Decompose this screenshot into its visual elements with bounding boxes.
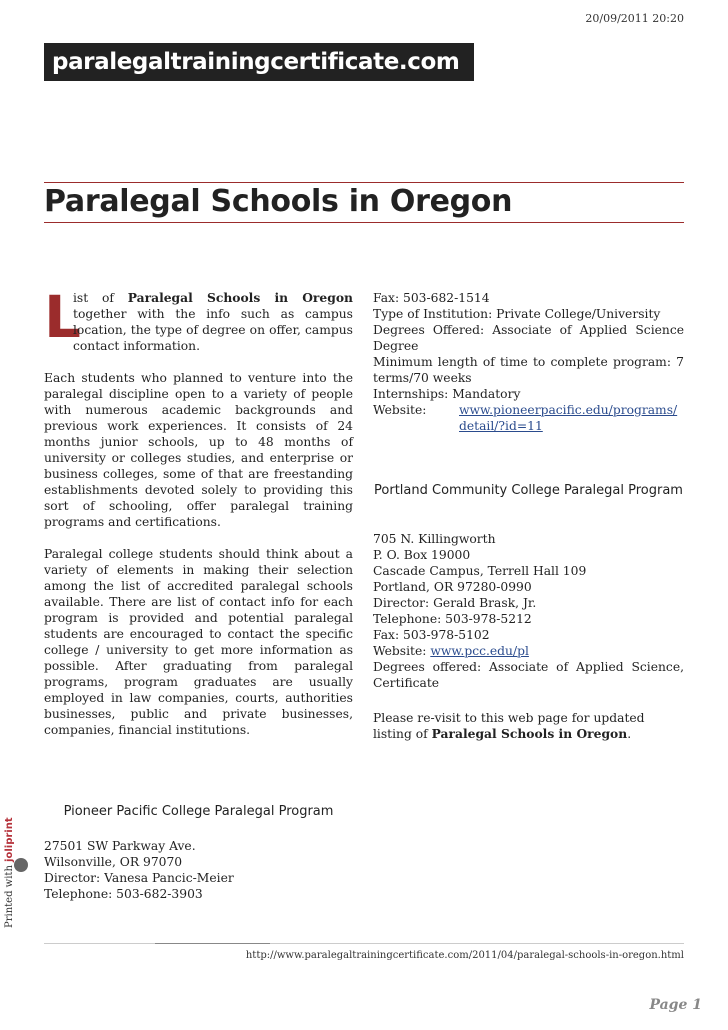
pioneer-details-block [373,290,684,434]
joliprint-brand[interactable]: joliprint [4,817,15,862]
pcc-city: Portland, OR 97280-0990 [373,580,532,594]
pcc-address: 705 N. Killingworth [373,532,496,546]
pioneer-address: 27501 SW Parkway Ave. [44,839,196,853]
footer-rule-accent [155,943,270,944]
closing-text-start: Please re-visit to this web page for updated listing of [373,711,645,741]
pioneer-min-length: Minimum length of time to complete program: 7 terms/70 weeks [373,355,684,385]
pcc-program-heading: Portland Community College Paralegal Program [374,483,683,498]
pcc-website-link[interactable]: www.pcc.edu/pl [430,644,529,658]
closing-note [373,710,684,742]
pioneer-institution-type: Type of Institution: Private College/University [373,307,661,321]
pioneer-internships: Internships: Mandatory [373,387,521,401]
printed-with-label: Printed with [4,861,15,928]
title-rule-top [44,182,684,183]
page-number: Page 1 [649,997,702,1013]
pioneer-degrees: Degrees Offered: Associate of Applied Science Degree [373,323,684,353]
pioneer-telephone: Telephone: 503-682-3903 [44,887,203,901]
pcc-website-line [373,643,684,659]
pcc-website-label: Website: [373,644,427,658]
pcc-telephone: Telephone: 503-978-5212 [373,612,532,626]
joliprint-logo-icon [14,858,28,872]
drop-cap: L [44,283,81,351]
footer-rule [44,943,684,944]
pcc-contact-block [373,531,684,691]
pcc-po-box: P. O. Box 19000 [373,548,471,562]
page-title: Paralegal Schools in Oregon [44,184,513,219]
body-paragraph-1: Each students who planned to venture into the paralegal discipline open to a variety of people with numerous academic backgrounds and previous work experiences. It consists of 24 months junior schools, up to 48 months of university or colleges studies, and enterprise or business colleges, some of that are freestanding establishments devoted solely to providing this sort of schooling, offer paralegal training programs and certifications. [44,371,353,529]
intro-text-start: ist of [73,291,128,305]
pcc-fax: Fax: 503-978-5102 [373,628,490,642]
intro-bold-topic: Paralegal Schools in Oregon [127,290,353,305]
body-paragraph-2: Paralegal college students should think about a variety of elements in making their selection among the list of accredited paralegal schools available. There are list of contact info for each program is provided and potential paralegal students are encouraged to contact the specific college / university to get more information as possible. After graduating from paralegal programs, program graduates are usually employed in law companies, courts, authorities businesses, public and private businesses, companies, financial institutions. [44,547,353,737]
closing-text-end: . [627,727,632,741]
pcc-campus: Cascade Campus, Terrell Hall 109 [373,564,587,578]
pcc-degrees: Degrees offered: Associate of Applied Science, Certificate [373,660,684,690]
pioneer-website-line [373,402,684,434]
intro-paragraph [73,290,353,354]
print-timestamp: 20/09/2011 20:20 [585,12,684,25]
title-rule-bottom [44,222,684,223]
footer-source-url[interactable]: http://www.paralegaltrainingcertificate.com/2011/04/paralegal-schools-in-oregon.html [245,950,684,961]
pioneer-website-label: Website: [373,403,427,417]
pioneer-website-link[interactable]: www.pioneerpacific.edu/programs/detail/?id=11 [459,403,678,433]
printed-with-credit [4,817,15,928]
pioneer-city: Wilsonville, OR 97070 [44,855,183,869]
pioneer-program-heading: Pioneer Pacific College Paralegal Program [63,804,334,819]
closing-bold-topic: Paralegal Schools in Oregon [431,726,628,741]
pioneer-director: Director: Vanesa Pancic-Meier [44,871,234,885]
intro-text-end: together with the info such as campus location, the type of degree on offer, campus contact information. [73,307,353,353]
article-body-left [44,370,353,738]
pioneer-fax: Fax: 503-682-1514 [373,291,490,305]
pcc-director: Director: Gerald Brask, Jr. [373,596,537,610]
pioneer-contact-block [44,838,353,902]
site-name-banner[interactable]: paralegaltrainingcertificate.com [44,43,474,81]
